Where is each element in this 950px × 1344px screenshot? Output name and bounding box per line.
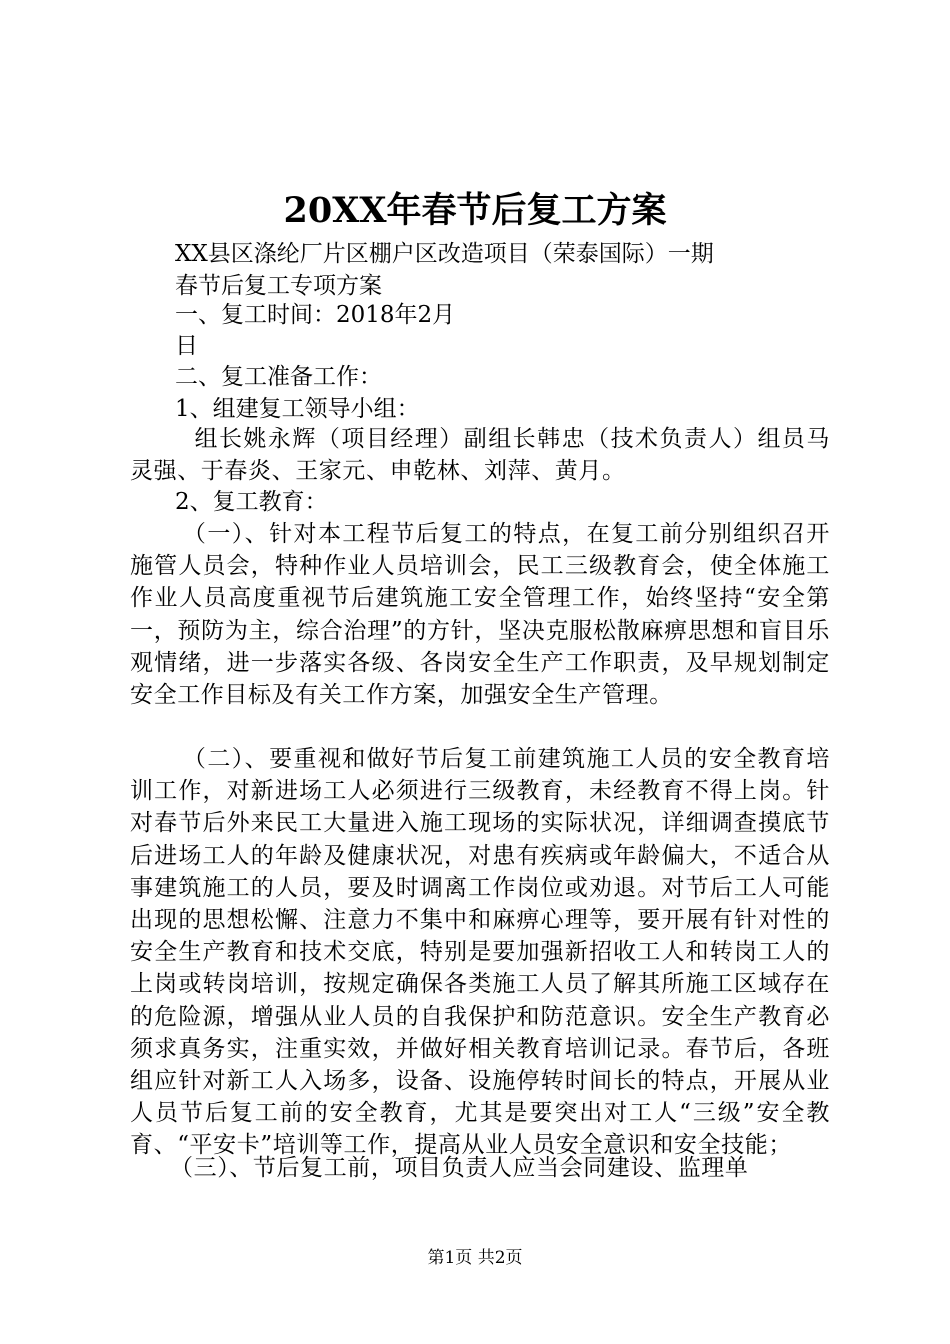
- page-footer: 第1页 共2页: [427, 1248, 523, 1268]
- document-title: 20XX年春节后复工方案: [283, 190, 667, 231]
- item-one-heading: 1、组建复工领导小组：: [175, 396, 420, 422]
- section-one-heading: 一、复工时间：2018年2月: [175, 302, 456, 328]
- section-one-continuation: 日: [175, 333, 198, 359]
- section-two-heading: 二、复工准备工作：: [175, 364, 382, 390]
- education-paragraph-two: （二）、要重视和做好节后复工前建筑施工人员的安全教育培训工作，对新进场工人必须进行三级教育，未经教育不得上岗。针对春节后外来民工大量进入施工现场的实际状况，详细调查摸底节后进场工人的年龄及健康状况，对患有疾病或年龄偏大，不适合从事建筑施工的人员，要及时调离工作岗位或劝退。对节后工人可能出现的思想松懈、注意力不集中和麻痹心理等，要开展有针对性的安全生产教育和技术交底，特别是要加强新招收工人和转岗工人的上岗或转岗培训，按规定确保各类施工人员了解其所施工区域存在的危险源，增强从业人员的自我保护和防范意识。安全生产教育必须求真务实，注重实效，并做好相关教育培训记录。春节后，各班组应针对新工人入场多，设备、设施停转时间长的特点，开展从业人员节后复工前的安全教育，尤其是要突出对工人“三级”安全教育、“平安卡”培训等工作，提高从业人员安全意识和安全技能；: [130, 746, 830, 1159]
- education-paragraph-one: （一）、针对本工程节后复工的特点，在复工前分别组织召开施管人员会，特种作业人员培训会，民工三级教育会，使全体施工作业人员高度重视节后建筑施工安全管理工作，始终坚持“安全第一，预防为主，综合治理”的方针，坚决克服松散麻痹思想和盲目乐观情绪，进一步落实各级、各岗安全生产工作职责，及早规划制定安全工作目标及有关工作方案，加强安全生产管理。: [130, 521, 830, 709]
- item-two-heading: 2、复工教育：: [175, 489, 328, 515]
- section-three-paragraph: （三）、节后复工前，项目负责人应当会同建设、监理单: [170, 1155, 749, 1181]
- plan-subtitle-line: 春节后复工专项方案: [175, 273, 382, 299]
- leadership-team-paragraph: 组长姚永辉（项目经理）副组长韩忠（技术负责人）组员马灵强、于春炎、王家元、申乾林、刘萍、黄月。: [130, 426, 830, 485]
- project-name-line: XX县区涤纶厂片区棚户区改造项目（荣泰国际）一期: [175, 241, 714, 267]
